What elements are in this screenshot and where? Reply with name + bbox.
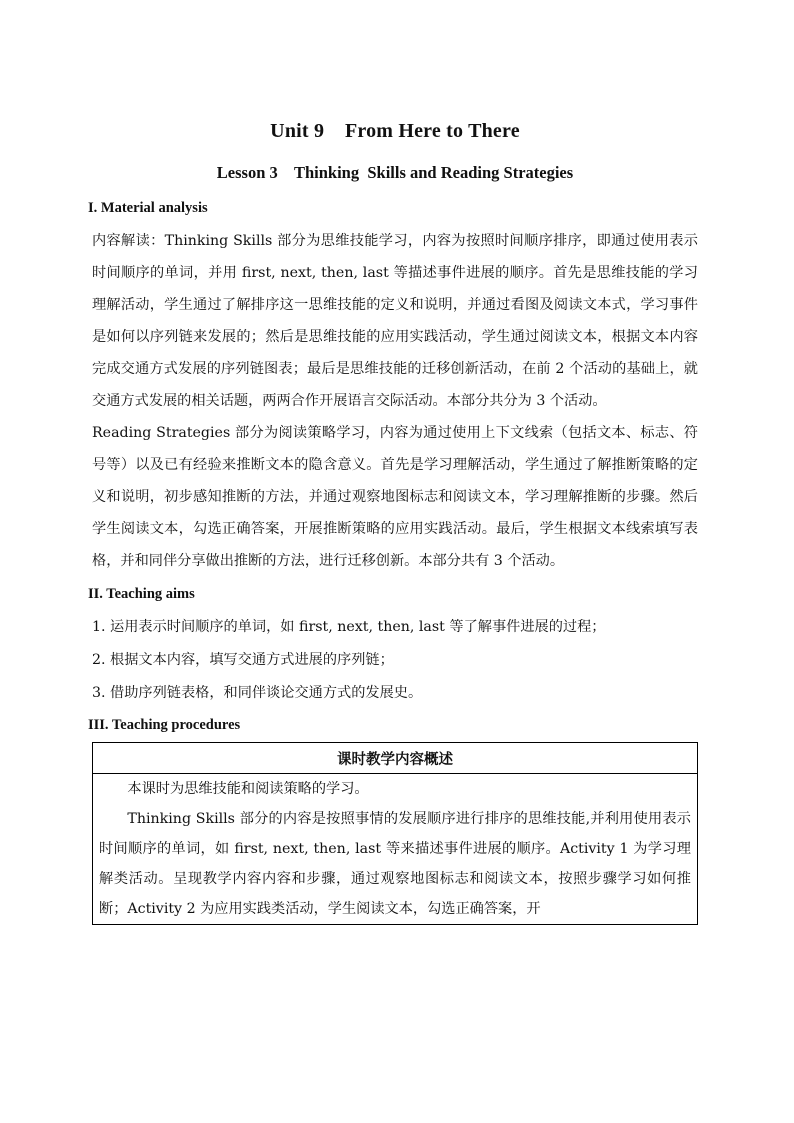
table-cell-paragraph-2: Thinking Skills 部分的内容是按照事情的发展顺序进行排序的思维技能,并利用使用表示时间顺序的单词，如 first, next, then, last 等来描述事件进展的顺序。Activity 1 为学习理解类活动。呈现教学内容内容和步骤，通过观察地图标志和阅读文本，按照步骤学习如何推断；Activity 2 为应用实践类活动，学生阅读文本，勾选正确答案，开 — [99, 811, 691, 917]
material-analysis-paragraph-1: 内容解读：Thinking Skills 部分为思维技能学习，内容为按照时间顺序排序，即通过使用表示时间顺序的单词，并用 first, next, then, last 等描述事件进展的顺序。首先是思维技能的学习理解活动，学生通过了解排序这一思维技能的定义和说明，并通过看图及阅读文本式，学习事件是如何以序列链来发展的；然后是思维技能的应用实践活动，学生通过阅读文本，根据文本内容完成交通方式发展的序列链图表；最后是思维技能的迁移创新活动，在前 2 个活动的基础上，就交通方式发展的相关话题，两两合作开展语言交际活动。本部分共分为 3 个活动。 — [92, 233, 698, 409]
teaching-procedures-table — [92, 742, 698, 925]
teaching-aim-item: 1. 运用表示时间顺序的单词，如 first, next, then, last 等了解事件进展的过程； — [92, 619, 606, 635]
section-heading-teaching-aims: II. Teaching aims — [88, 586, 195, 602]
table-content-cell — [93, 774, 698, 925]
material-analysis-paragraph-2: Reading Strategies 部分为阅读策略学习，内容为通过使用上下文线索（包括文本、标志、符号等）以及已有经验来推断文本的隐含意义。首先是学习理解活动，学生通过了解推断策略的定义和说明，初步感知推断的方法，并通过观察地图标志和阅读文本，学习理解推断的步骤。然后学生阅读文本，勾选正确答案，开展推断策略的应用实践活动。最后，学生根据文本线索填写表格，并和同伴分享做出推断的方法，进行迁移创新。本部分共有 3 个活动。 — [92, 425, 698, 569]
document-page — [88, 112, 698, 925]
table-header-cell: 课时教学内容概述 — [93, 743, 698, 774]
section-heading-material-analysis: I. Material analysis — [88, 200, 208, 216]
teaching-aims-list — [92, 611, 698, 710]
teaching-aim-item: 3. 借助序列链表格，和同伴谈论交通方式的发展史。 — [92, 685, 423, 701]
teaching-aim-item: 2. 根据文本内容，填写交通方式进展的序列链； — [92, 652, 394, 668]
lesson-subtitle: Lesson 3 Thinking Skills and Reading Strategies — [216, 163, 574, 182]
unit-title: Unit 9 From Here to There — [270, 120, 520, 142]
table-cell-paragraph-1: 本课时为思维技能和阅读策略的学习。 — [127, 781, 369, 797]
section-heading-teaching-procedures: III. Teaching procedures — [88, 717, 241, 733]
